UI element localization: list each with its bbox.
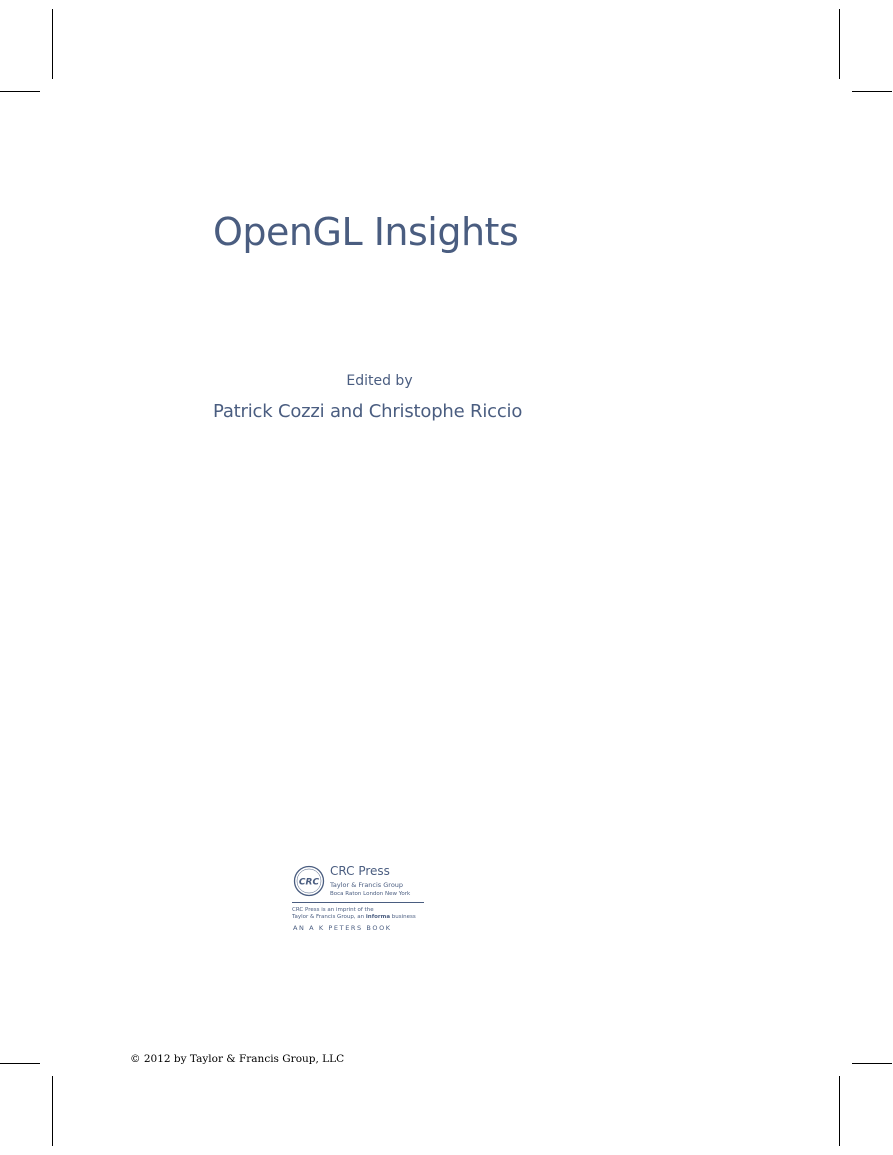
edited-by-label: Edited by [346, 373, 413, 389]
crc-logo-text: CRC [298, 877, 320, 888]
crc-press-logo-icon [293, 865, 325, 897]
crop-mark-top-left-horizontal [0, 91, 40, 92]
publisher-group: Taylor & Francis Group [330, 881, 404, 889]
book-title: OpenGL Insights [213, 210, 519, 254]
imprint-informa: informa [365, 914, 391, 920]
publisher-name: CRC Press [330, 864, 390, 878]
publisher-series: AN A K PETERS BOOK [293, 924, 392, 932]
crop-mark-bottom-left-horizontal [0, 1063, 40, 1064]
publisher-cities: Boca Raton London New York [330, 891, 411, 897]
crop-mark-bottom-right-vertical [839, 1076, 840, 1146]
crop-mark-bottom-left-vertical [52, 1076, 53, 1146]
publisher-imprint-line-2 [292, 914, 416, 921]
crop-mark-top-right-horizontal [852, 91, 892, 92]
imprint-suffix: business [390, 914, 416, 920]
crop-mark-top-right-vertical [839, 9, 840, 79]
crop-mark-bottom-right-horizontal [852, 1063, 892, 1064]
crop-mark-top-left-vertical [52, 9, 53, 79]
publisher-block [292, 864, 428, 936]
copyright-notice: © 2012 by Taylor & Francis Group, LLC [130, 1053, 345, 1065]
imprint-prefix: Taylor & Francis Group, an [292, 914, 366, 920]
publisher-imprint-line-1: CRC Press is an imprint of the [292, 907, 374, 913]
publisher-divider [292, 902, 424, 903]
book-editors: Patrick Cozzi and Christophe Riccio [213, 401, 523, 422]
